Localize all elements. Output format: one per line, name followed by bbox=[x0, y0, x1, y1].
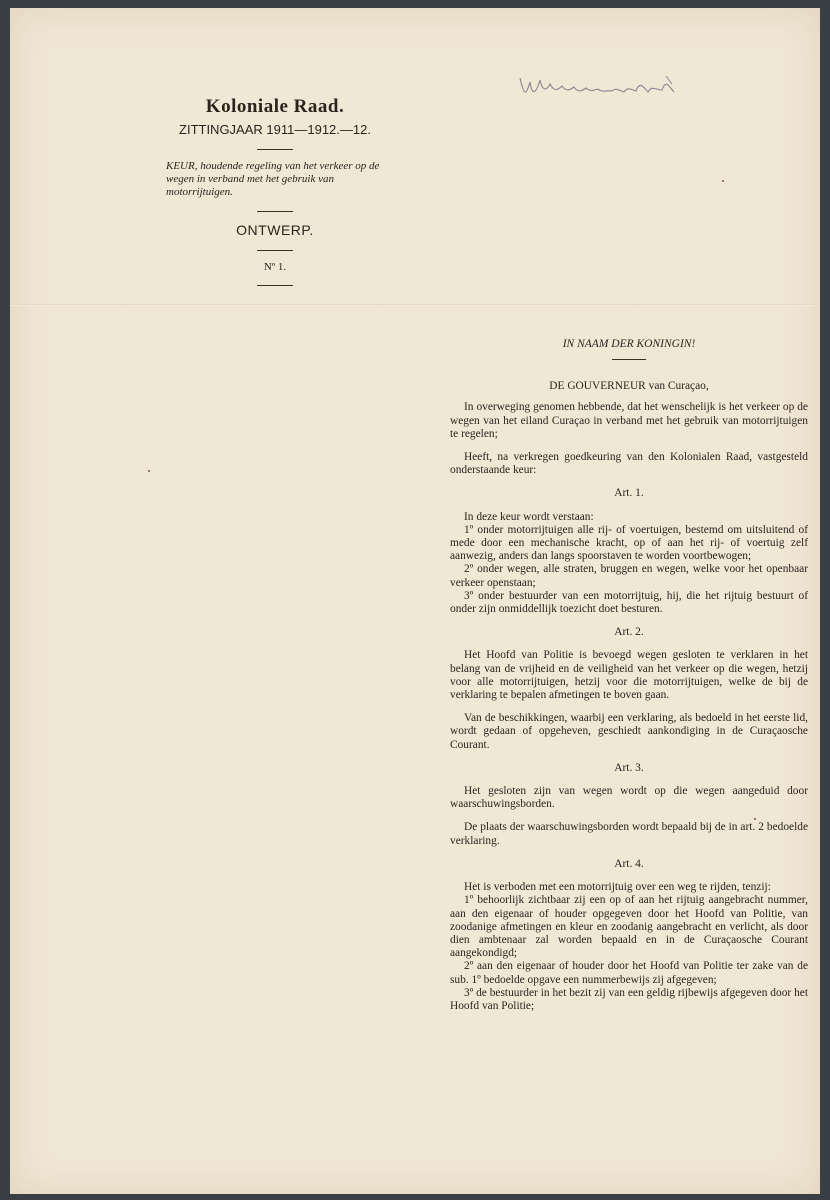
governor-line: DE GOUVERNEUR van Curaçao, bbox=[549, 380, 709, 393]
document-number: Nº 1. bbox=[263, 261, 287, 273]
council-title: Koloniale Raad. bbox=[205, 96, 345, 117]
article-item: 3º onder bestuurder van een motorrijtuig, hij, die het rijtuig bestuurt of onder zijn onmiddellijk toezicht doet besturen. bbox=[450, 589, 808, 616]
article-item: 2º onder wegen, alle straten, bruggen en wegen, welke voor het openbaar verkeer openstaan; bbox=[450, 563, 808, 589]
ordinance-body bbox=[450, 338, 808, 1013]
ordinance-title: KEUR, houdende regeling van het verkeer op de wegen in verband met het gebruik van motorrijtuigen. bbox=[166, 160, 380, 198]
article-heading: Art. 3. bbox=[614, 761, 644, 774]
article-paragraph: Het Hoofd van Politie is bevoegd wegen gesloten te verklaren in het belang van de vrijheid en de veiligheid van het verkeer op die wegen, hetzij voor alle motorrijtuigen, hetzij voor die motorrijtuigen, welke de bij de verklaring te bepalen afmetingen te boven gaan. bbox=[450, 649, 808, 702]
header-rule bbox=[257, 149, 293, 150]
article-intro: In deze keur wordt verstaan: bbox=[464, 510, 594, 523]
header-rule bbox=[257, 285, 293, 286]
preamble-paragraph: In overweging genomen hebbende, dat het wenschelijk is het verkeer op de wegen van het eiland Curaçao in verband met het gebruik van motorrijtuigen te regelen; bbox=[450, 401, 808, 440]
article-paragraph: De plaats der waarschuwingsborden wordt bepaald bij de in art. 2 bedoelde verklaring. bbox=[450, 821, 808, 847]
article-item: 3º de bestuurder in het bezit zij van een geldig rijbewijs afgegeven door het Hoofd van Politie; bbox=[450, 986, 808, 1012]
paper-speck bbox=[722, 180, 724, 182]
article-heading: Art. 4. bbox=[614, 857, 644, 870]
article-item: 1º onder motorrijtuigen alle rij- of voertuigen, bestemd om uitsluitend of mede door een mechanische kracht, op of aan het rij- of voertuig zelf aanwezig, anders dan langs spoorstaven te worden voortbewogen; bbox=[450, 523, 808, 563]
article-heading: Art. 1. bbox=[614, 487, 644, 500]
draft-label: ONTWERP. bbox=[236, 222, 314, 238]
article-paragraph: Het gesloten zijn van wegen wordt op die wegen aangeduid door waarschuwingsborden. bbox=[450, 785, 808, 811]
article-item: 1º behoorlijk zichtbaar zij een op of aan het rijtuig aangebracht nummer, aan den eigenaar of houder opgegeven door het Hoofd van Politie, van zoodanige afmetingen en kleur en zoodanig aangebracht en verlicht, als door dien ambtenaar zal worden bepaald en in de Curaçaosche Courant aangekondigd; bbox=[450, 894, 808, 960]
header-rule bbox=[257, 211, 293, 212]
document-header bbox=[160, 96, 390, 296]
document-page bbox=[10, 8, 820, 1194]
article-paragraph: Van de beschikkingen, waarbij een verklaring, als bedoeld in het eerste lid, wordt gedaan of opgeheven, geschiedt aankondiging in de Curaçaosche Courant. bbox=[450, 712, 808, 751]
paper-speck bbox=[148, 470, 150, 472]
article-item: 2º aan den eigenaar of houder door het Hoofd van Politie ter zake van de sub. 1º bedoelde opgave een nummerbewijs zij afgegeven; bbox=[450, 960, 808, 986]
invocation-rule bbox=[612, 359, 646, 360]
preamble-paragraph: Heeft, na verkregen goedkeuring van den Kolonialen Raad, vastgesteld onderstaande keur: bbox=[450, 451, 808, 477]
article-heading: Art. 2. bbox=[614, 626, 644, 639]
invocation: IN NAAM DER KONINGIN! bbox=[562, 338, 696, 350]
page-fold-line bbox=[10, 304, 820, 306]
header-rule bbox=[257, 250, 293, 251]
article-intro: Het is verboden met een motorrijtuig over een weg te rijden, tenzij: bbox=[464, 881, 771, 894]
session-year: ZITTINGJAAR 1911—1912.—12. bbox=[179, 122, 371, 137]
handwritten-signature bbox=[516, 70, 686, 104]
